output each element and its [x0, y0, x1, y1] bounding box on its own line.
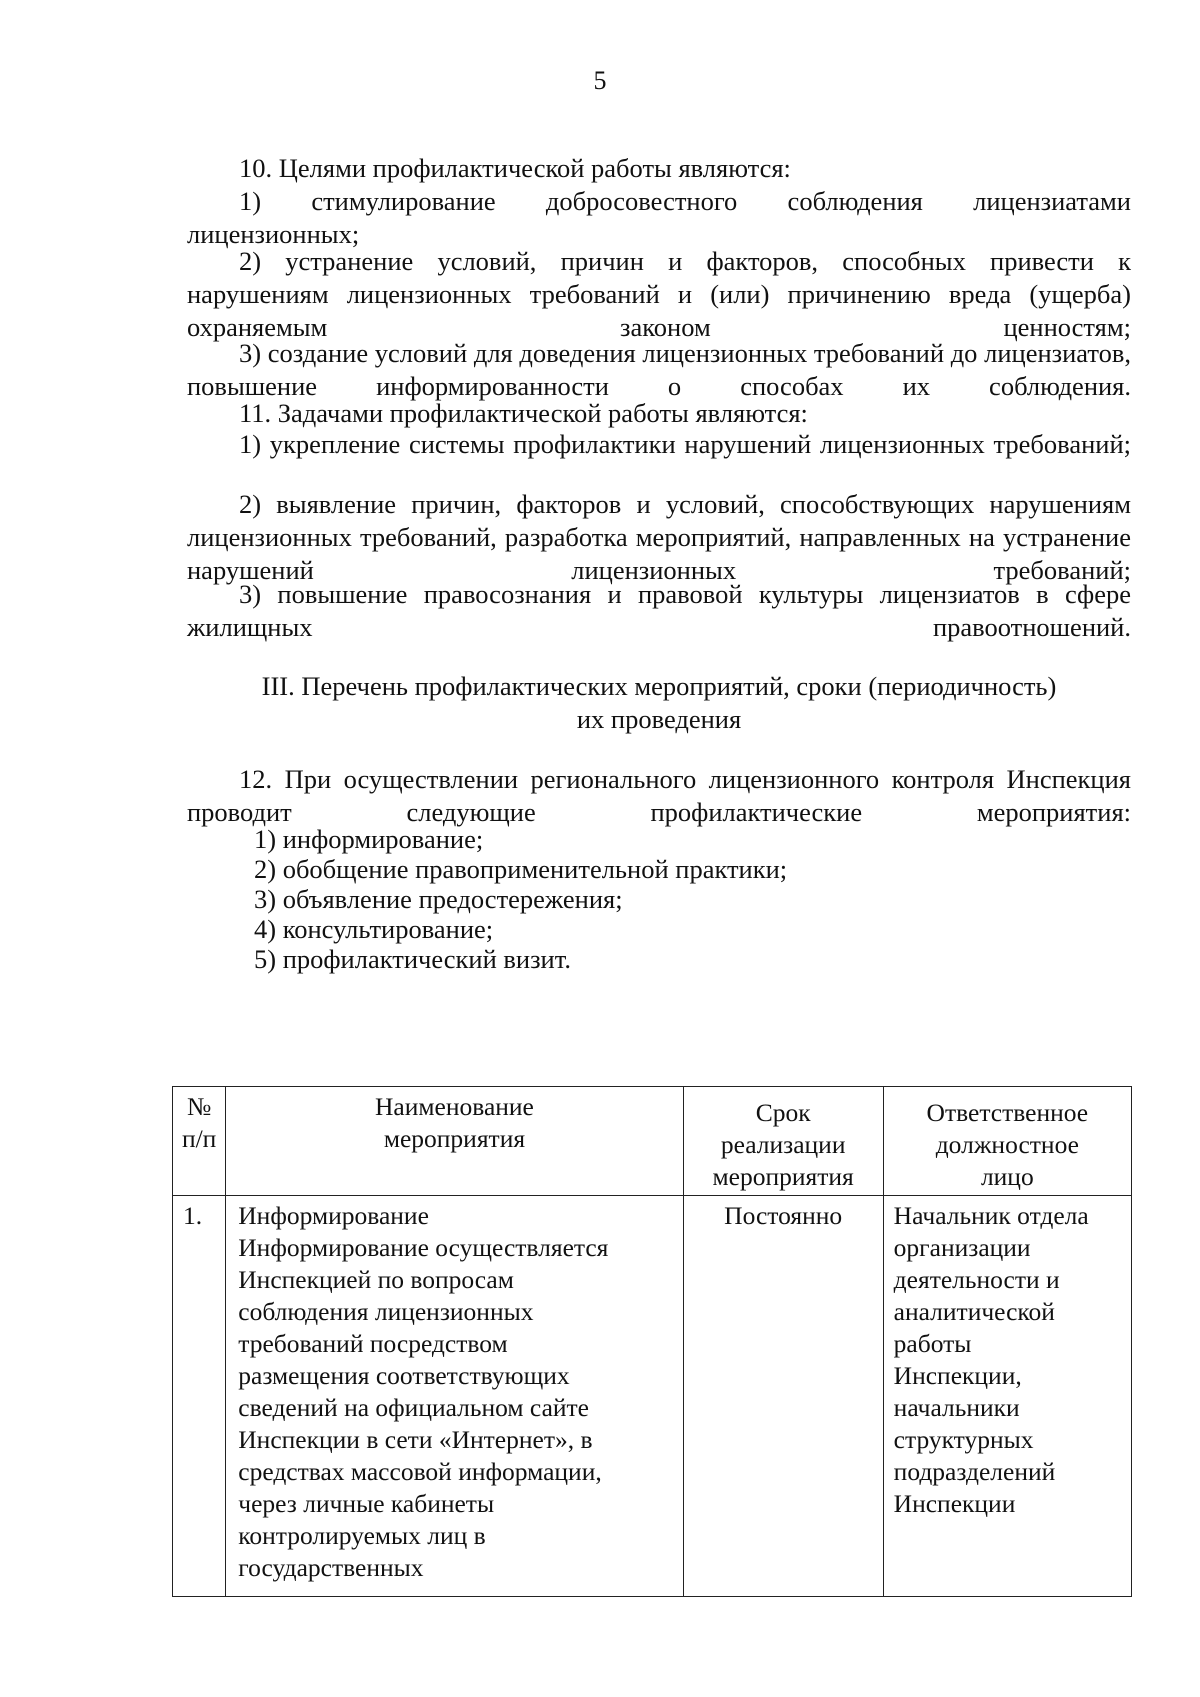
table-header-row	[173, 1087, 1132, 1196]
header-term: Срок реализации мероприятия	[683, 1087, 883, 1196]
header-number: № п/п	[173, 1087, 226, 1196]
paragraph-12: 12. При осуществлении регионального лицензионного контроля Инспекция проводит следующие профилактические мероприятия:	[187, 764, 1131, 827]
list-item: 1) информирование;	[254, 824, 484, 854]
paragraph-11-title: 11. Задачами профилактической работы являются:	[239, 398, 808, 428]
list-item: 3) объявление предостережения;	[254, 884, 623, 914]
list-item: 4) консультирование;	[254, 914, 494, 944]
paragraph-10-item-3: 3) создание условий для доведения лицензионных требований до лицензиатов, повышение информированности о способах их соблюдения.	[187, 338, 1131, 401]
paragraph-11-item-2: 2) выявление причин, факторов и условий, способствующих нарушениям лицензионных требований, разработка мероприятий, направленных на устранение нарушений лицензионных требований;	[187, 489, 1131, 585]
measures-table	[172, 1086, 1132, 1597]
section-heading-line-2: их проведения	[576, 704, 742, 734]
list-item: 5) профилактический визит.	[254, 944, 571, 974]
paragraph-10-title: 10. Целями профилактической работы являются:	[239, 153, 791, 183]
page-number: 5	[593, 66, 607, 95]
row-number: 1.	[173, 1196, 226, 1597]
table-row	[173, 1196, 1132, 1597]
paragraph-10-item-1: 1) стимулирование добросовестного соблюдения лицензиатами лицензионных;	[187, 186, 1131, 249]
section-heading-line-1: III. Перечень профилактических мероприятий, сроки (периодичность)	[261, 671, 1057, 701]
paragraph-11-item-1: 1) укрепление системы профилактики нарушений лицензионных требований;	[239, 429, 1131, 459]
paragraph-10-item-2: 2) устранение условий, причин и факторов, способных привести к нарушениям лицензионных требований и (или) причинению вреда (ущерба) охраняемым законом ценностям;	[187, 246, 1131, 342]
row-term: Постоянно	[683, 1196, 883, 1597]
header-name: Наименование мероприятия	[226, 1087, 683, 1196]
row-responsible-cell: Начальник отдела организации деятельности и аналитической работы Инспекции, начальники структурных подразделений Инспекции	[883, 1196, 1131, 1597]
row-name-cell: Информирование Информирование осуществляется Инспекцией по вопросам соблюдения лицензионных требований посредством размещения соответствующих сведений на официальном сайте Инспекции в сети «Интернет», в средствах массовой информации, через личные кабинеты контролируемых лиц в государственных	[226, 1196, 683, 1597]
list-item: 2) обобщение правоприменительной практики;	[254, 854, 788, 884]
paragraph-11-item-3: 3) повышение правосознания и правовой культуры лицензиатов в сфере жилищных правоотношений.	[187, 579, 1131, 642]
header-responsible: Ответственное должностное лицо	[883, 1087, 1131, 1196]
